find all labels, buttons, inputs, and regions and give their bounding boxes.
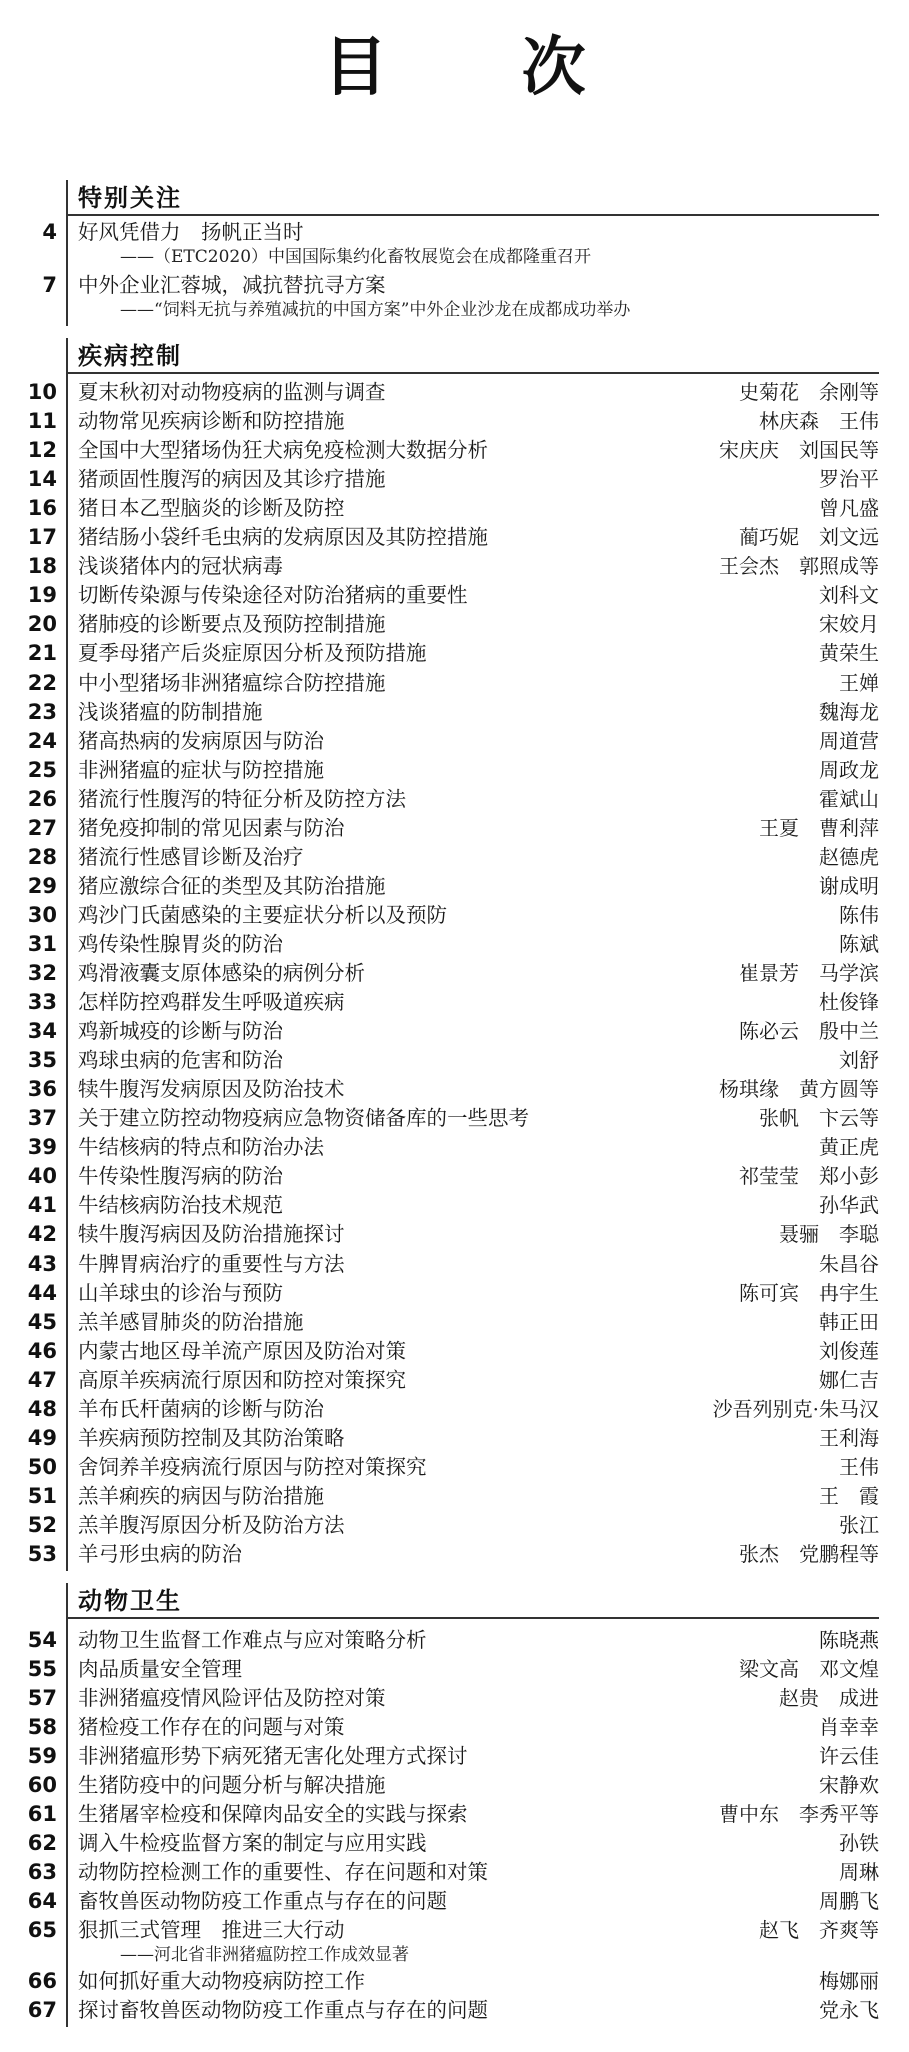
toc-entry[interactable] <box>0 1511 909 1540</box>
entry-title: 内蒙古地区母羊流产原因及防治对策 <box>78 1338 406 1363</box>
toc-entry[interactable] <box>0 1075 909 1104</box>
entry-title: 鸡球虫病的危害和防治 <box>78 1048 283 1073</box>
entry-author: 王夏 曹利萍 <box>759 815 879 840</box>
page-number: 28 <box>27 844 57 869</box>
page-number: 20 <box>27 612 57 637</box>
toc-entry[interactable] <box>0 1967 909 1996</box>
toc-entry[interactable] <box>0 1858 909 1887</box>
page-number: 26 <box>27 786 57 811</box>
entry-author: 刘舒 <box>839 1048 879 1073</box>
toc-entry[interactable] <box>0 1713 909 1742</box>
page-number: 25 <box>27 757 57 782</box>
section-rule <box>66 214 68 326</box>
toc-entry[interactable] <box>0 639 909 668</box>
toc-entry[interactable] <box>0 1771 909 1800</box>
toc-entry[interactable] <box>0 1017 909 1046</box>
entry-author: 崔景芳 马学滨 <box>739 961 879 985</box>
entry-author: 梅娜丽 <box>819 1969 879 1993</box>
entry-author: 宋庆庆 刘国民等 <box>719 438 879 463</box>
entry-subtitle: ——（ETC2020）中国国际集约化畜牧展览会在成都隆重召开 <box>120 247 592 267</box>
toc-entry[interactable] <box>0 1424 909 1453</box>
entry-title: 非洲猪瘟形势下病死猪无害化处理方式探讨 <box>78 1744 468 1768</box>
page-number: 24 <box>27 728 57 753</box>
entry-author: 沙吾列别克·朱马汉 <box>712 1396 879 1421</box>
page-number: 54 <box>27 1628 57 1652</box>
entry-author: 宋姣月 <box>819 612 879 637</box>
toc-entry[interactable] <box>0 872 909 901</box>
entry-author: 陈伟 <box>839 902 879 927</box>
toc-entry[interactable] <box>0 552 909 581</box>
toc-entry[interactable] <box>0 523 909 552</box>
page-number: 32 <box>27 961 57 985</box>
entry-subtitle: ——“饲料无抗与养殖减抗的中国方案”中外企业沙龙在成都成功举办 <box>120 300 631 320</box>
page-number: 62 <box>27 1831 57 1855</box>
page-number: 14 <box>27 467 57 492</box>
entry-title: 中小型猪场非洲猪瘟综合防控措施 <box>78 670 386 695</box>
page-number: 46 <box>27 1338 57 1363</box>
section-header <box>66 1583 879 1619</box>
entry-author: 王伟 <box>839 1454 879 1479</box>
page-number: 12 <box>27 438 57 463</box>
entry-title: 高原羊疾病流行原因和防控对策探究 <box>78 1367 406 1392</box>
entry-title: 羊疾病预防控制及其防治策略 <box>78 1425 345 1450</box>
page-number: 31 <box>27 931 57 956</box>
section-rule <box>66 1617 68 2027</box>
entry-author: 周鹏飞 <box>819 1889 879 1913</box>
page-number: 53 <box>27 1542 57 1566</box>
page-number: 47 <box>27 1367 57 1392</box>
page-number: 17 <box>27 525 57 550</box>
entry-title: 动物卫生监督工作难点与应对策略分析 <box>78 1628 427 1652</box>
toc-entry[interactable] <box>0 436 909 465</box>
entry-title: 猪应激综合征的类型及其防治措施 <box>78 873 386 898</box>
entry-author: 黄正虎 <box>819 1135 879 1160</box>
entry-author: 杜俊锋 <box>819 990 879 1015</box>
toc-entry[interactable] <box>0 901 909 930</box>
entry-author: 王会杰 郭照成等 <box>719 554 879 579</box>
entry-title: 鸡传染性腺胃炎的防治 <box>78 931 283 956</box>
entry-author: 周政龙 <box>819 757 879 782</box>
entry-title: 生猪屠宰检疫和保障肉品安全的实践与探索 <box>78 1802 468 1826</box>
toc-entry[interactable] <box>0 1191 909 1220</box>
entry-author: 曹中东 李秀平等 <box>719 1802 879 1826</box>
entry-author: 林庆森 王伟 <box>759 409 879 434</box>
page-number: 7 <box>42 273 57 297</box>
page-number: 65 <box>27 1918 57 1942</box>
toc-entry[interactable] <box>0 1829 909 1858</box>
section-title: 特别关注 <box>78 184 182 212</box>
page-number: 39 <box>27 1135 57 1160</box>
toc-entry-subtitle-row <box>0 1943 909 1965</box>
entry-author: 赵德虎 <box>819 844 879 869</box>
entry-author: 祁莹莹 郑小彭 <box>739 1164 879 1189</box>
entry-title: 羔羊感冒肺炎的防治措施 <box>78 1309 304 1334</box>
entry-author: 王 霞 <box>819 1483 879 1508</box>
entry-author: 宋静欢 <box>819 1773 879 1797</box>
entry-title: 猪免疫抑制的常见因素与防治 <box>78 815 345 840</box>
page-number: 41 <box>27 1193 57 1218</box>
entry-title: 羔羊腹泻原因分析及防治方法 <box>78 1512 345 1537</box>
entry-author: 娜仁吉 <box>819 1367 879 1392</box>
page-number: 30 <box>27 902 57 927</box>
entry-author: 王婵 <box>839 670 879 695</box>
entry-title: 猪流行性腹泻的特征分析及防控方法 <box>78 786 406 811</box>
entry-author: 刘俊莲 <box>819 1338 879 1363</box>
page-title: 目 次 <box>323 31 642 105</box>
toc-entry[interactable] <box>0 930 909 959</box>
entry-author: 韩正田 <box>819 1309 879 1334</box>
entry-title: 动物防控检测工作的重要性、存在问题和对策 <box>78 1860 488 1884</box>
toc-entry[interactable] <box>0 1104 909 1133</box>
entry-title: 如何抓好重大动物疫病防控工作 <box>78 1969 365 1993</box>
page-number: 45 <box>27 1309 57 1334</box>
entry-author: 王利海 <box>819 1425 879 1450</box>
entry-author: 张帆 卞云等 <box>759 1106 879 1131</box>
toc-entry[interactable] <box>0 959 909 988</box>
entry-title: 中外企业汇蓉城，减抗替抗寻方案 <box>78 273 386 297</box>
page-number: 16 <box>27 496 57 521</box>
entry-title: 探讨畜牧兽医动物防疫工作重点与存在的问题 <box>78 1998 488 2022</box>
page-number: 66 <box>27 1969 57 1993</box>
page-number: 34 <box>27 1019 57 1044</box>
toc-entry[interactable] <box>0 1279 909 1308</box>
page-number: 51 <box>27 1483 57 1508</box>
toc-entry[interactable] <box>0 1220 909 1249</box>
entry-title: 牛脾胃病治疗的重要性与方法 <box>78 1251 345 1276</box>
page-number: 29 <box>27 873 57 898</box>
page-number: 37 <box>27 1106 57 1131</box>
entry-title: 山羊球虫的诊治与预防 <box>78 1280 283 1305</box>
toc-entry[interactable] <box>0 271 909 300</box>
section-title: 动物卫生 <box>78 1587 182 1615</box>
toc-entry[interactable] <box>0 494 909 523</box>
entry-author: 谢成明 <box>819 873 879 898</box>
section-header <box>66 180 879 216</box>
entry-title: 猪顽固性腹泻的病因及其诊疗措施 <box>78 467 386 492</box>
toc-entry[interactable] <box>0 1366 909 1395</box>
toc-entry[interactable] <box>0 814 909 843</box>
toc-entry[interactable] <box>0 1250 909 1279</box>
entry-author: 朱昌谷 <box>819 1251 879 1276</box>
entry-author: 张江 <box>839 1512 879 1537</box>
entry-author: 陈斌 <box>839 931 879 956</box>
toc-entry-subtitle-row <box>0 298 909 322</box>
page-number: 59 <box>27 1744 57 1768</box>
entry-title: 牛传染性腹泻病的防治 <box>78 1164 283 1189</box>
entry-title: 夏季母猪产后炎症原因分析及预防措施 <box>78 641 427 666</box>
entry-author: 刘科文 <box>819 583 879 608</box>
entry-author: 肖幸幸 <box>819 1715 879 1739</box>
toc-entry[interactable] <box>0 407 909 436</box>
entry-title: 生猪防疫中的问题分析与解决措施 <box>78 1773 386 1797</box>
entry-title: 全国中大型猪场伪狂犬病免疫检测大数据分析 <box>78 438 488 463</box>
toc-entry[interactable] <box>0 465 909 494</box>
entry-author: 魏海龙 <box>819 699 879 724</box>
entry-author: 霍斌山 <box>819 786 879 811</box>
page-number: 10 <box>27 380 57 404</box>
page-number: 60 <box>27 1773 57 1797</box>
entry-author: 党永飞 <box>819 1998 879 2022</box>
entry-title: 猪肺疫的诊断要点及预防控制措施 <box>78 612 386 637</box>
page-number: 23 <box>27 699 57 724</box>
entry-title: 畜牧兽医动物防疫工作重点与存在的问题 <box>78 1889 447 1913</box>
entry-author: 杨琪缘 黄方圆等 <box>719 1077 879 1102</box>
toc-entry[interactable] <box>0 1133 909 1162</box>
entry-author: 赵飞 齐爽等 <box>759 1918 879 1942</box>
entry-title: 猪流行性感冒诊断及治疗 <box>78 844 304 869</box>
entry-title: 羊布氏杆菌病的诊断与防治 <box>78 1396 324 1421</box>
section-title: 疾病控制 <box>78 342 182 370</box>
page-number: 40 <box>27 1164 57 1189</box>
toc-entry[interactable] <box>0 698 909 727</box>
entry-author: 周琳 <box>839 1860 879 1884</box>
page-number: 44 <box>27 1280 57 1305</box>
page-number: 63 <box>27 1860 57 1884</box>
page-number: 27 <box>27 815 57 840</box>
toc-entry[interactable] <box>0 581 909 610</box>
entry-title: 鸡沙门氏菌感染的主要症状分析以及预防 <box>78 902 447 927</box>
toc-entry[interactable] <box>0 727 909 756</box>
entry-author: 蔺巧妮 刘文远 <box>739 525 879 550</box>
page-number: 19 <box>27 583 57 608</box>
entry-author: 陈可宾 冉宇生 <box>739 1280 879 1305</box>
entry-title: 关于建立防控动物疫病应急物资储备库的一些思考 <box>78 1106 529 1131</box>
entry-title: 非洲猪瘟的症状与防控措施 <box>78 757 324 782</box>
entry-title: 切断传染源与传染途径对防治猪病的重要性 <box>78 583 468 608</box>
page-number: 49 <box>27 1425 57 1450</box>
page-number: 50 <box>27 1454 57 1479</box>
entry-title: 猪日本乙型脑炎的诊断及防控 <box>78 496 345 521</box>
toc-entry-subtitle-row <box>0 245 909 269</box>
page-number: 11 <box>27 409 57 434</box>
toc-entry[interactable] <box>0 1800 909 1829</box>
entry-author: 聂骊 李聪 <box>779 1222 879 1247</box>
toc-entry[interactable] <box>0 1887 909 1916</box>
entry-title: 浅谈猪体内的冠状病毒 <box>78 554 283 579</box>
page-number: 4 <box>42 220 57 244</box>
toc-entry[interactable] <box>0 1482 909 1511</box>
entry-title: 浅谈猪瘟的防制措施 <box>78 699 263 724</box>
entry-title: 猪高热病的发病原因与防治 <box>78 728 324 753</box>
toc-entry[interactable] <box>0 1308 909 1337</box>
page-number: 36 <box>27 1077 57 1102</box>
entry-author: 曾凡盛 <box>819 496 879 521</box>
page-number: 48 <box>27 1396 57 1421</box>
entry-author: 黄荣生 <box>819 641 879 666</box>
toc-entry[interactable] <box>0 669 909 698</box>
entry-author: 许云佳 <box>819 1744 879 1768</box>
entry-author: 史菊花 余刚等 <box>739 380 879 404</box>
entry-author: 张杰 党鹏程等 <box>739 1542 879 1566</box>
entry-author: 陈晓燕 <box>819 1628 879 1652</box>
entry-title: 牛结核病的特点和防治办法 <box>78 1135 324 1160</box>
page-number: 67 <box>27 1998 57 2022</box>
toc-entry[interactable] <box>0 1742 909 1771</box>
page-number: 52 <box>27 1512 57 1537</box>
page-number: 57 <box>27 1686 57 1710</box>
entry-title: 肉品质量安全管理 <box>78 1657 242 1681</box>
toc-entry[interactable] <box>0 843 909 872</box>
page-number: 22 <box>27 670 57 695</box>
toc-entry[interactable] <box>0 1655 909 1684</box>
entry-author: 孙铁 <box>839 1831 879 1855</box>
toc-entry[interactable] <box>0 1626 909 1655</box>
toc-entry[interactable] <box>0 785 909 814</box>
entry-title: 狠抓三式管理 推进三大行动 <box>78 1918 345 1942</box>
entry-title: 夏末秋初对动物疫病的监测与调查 <box>78 380 386 404</box>
entry-title: 犊牛腹泻病因及防治措施探讨 <box>78 1222 345 1247</box>
page-number: 35 <box>27 1048 57 1073</box>
entry-author: 陈必云 殷中兰 <box>739 1019 879 1044</box>
entry-author: 梁文高 邓文煌 <box>739 1657 879 1681</box>
toc-entry[interactable] <box>0 1337 909 1366</box>
toc-entry[interactable] <box>0 1046 909 1075</box>
toc-entry[interactable] <box>0 1684 909 1713</box>
toc-entry[interactable] <box>0 1162 909 1191</box>
page-number: 18 <box>27 554 57 579</box>
toc-entry[interactable] <box>0 1395 909 1424</box>
page-number: 55 <box>27 1657 57 1681</box>
entry-title: 调入牛检疫监督方案的制定与应用实践 <box>78 1831 427 1855</box>
toc-entry[interactable] <box>0 610 909 639</box>
entry-author: 赵贵 成进 <box>779 1686 879 1710</box>
page-number: 42 <box>27 1222 57 1247</box>
page-number: 61 <box>27 1802 57 1826</box>
toc-entry[interactable] <box>0 1996 909 2025</box>
entry-title: 猪结肠小袋纤毛虫病的发病原因及其防控措施 <box>78 525 488 550</box>
entry-title: 猪检疫工作存在的问题与对策 <box>78 1715 345 1739</box>
toc-entry[interactable] <box>0 1540 909 1569</box>
toc-entry[interactable] <box>0 988 909 1017</box>
page-number: 58 <box>27 1715 57 1739</box>
entry-title: 怎样防控鸡群发生呼吸道疾病 <box>78 990 345 1015</box>
section-header <box>66 338 879 374</box>
entry-title: 非洲猪瘟疫情风险评估及防控对策 <box>78 1686 386 1710</box>
toc-entry[interactable] <box>0 756 909 785</box>
entry-title: 犊牛腹泻发病原因及防治技术 <box>78 1077 345 1102</box>
entry-title: 羔羊痢疾的病因与防治措施 <box>78 1483 324 1508</box>
entry-author: 周道营 <box>819 728 879 753</box>
entry-author: 孙华武 <box>819 1193 879 1218</box>
entry-title: 鸡新城疫的诊断与防治 <box>78 1019 283 1044</box>
entry-title: 鸡滑液囊支原体感染的病例分析 <box>78 961 365 985</box>
entry-author: 罗治平 <box>819 467 879 492</box>
entry-title: 舍饲养羊疫病流行原因与防控对策探究 <box>78 1454 427 1479</box>
page-number: 64 <box>27 1889 57 1913</box>
page-number: 21 <box>27 641 57 666</box>
entry-title: 羊弓形虫病的防治 <box>78 1542 242 1566</box>
entry-subtitle: ——河北省非洲猪瘟防控工作成效显著 <box>120 1945 409 1965</box>
toc-entry[interactable] <box>0 1916 909 1945</box>
entry-title: 动物常见疾病诊断和防控措施 <box>78 409 345 434</box>
page-number: 33 <box>27 990 57 1015</box>
section-rule <box>66 372 68 1571</box>
toc-entry[interactable] <box>0 218 909 247</box>
toc-entry[interactable] <box>0 378 909 407</box>
entry-title: 牛结核病防治技术规范 <box>78 1193 283 1218</box>
page-number: 43 <box>27 1251 57 1276</box>
toc-entry[interactable] <box>0 1453 909 1482</box>
entry-title: 好风凭借力 扬帆正当时 <box>78 220 304 244</box>
